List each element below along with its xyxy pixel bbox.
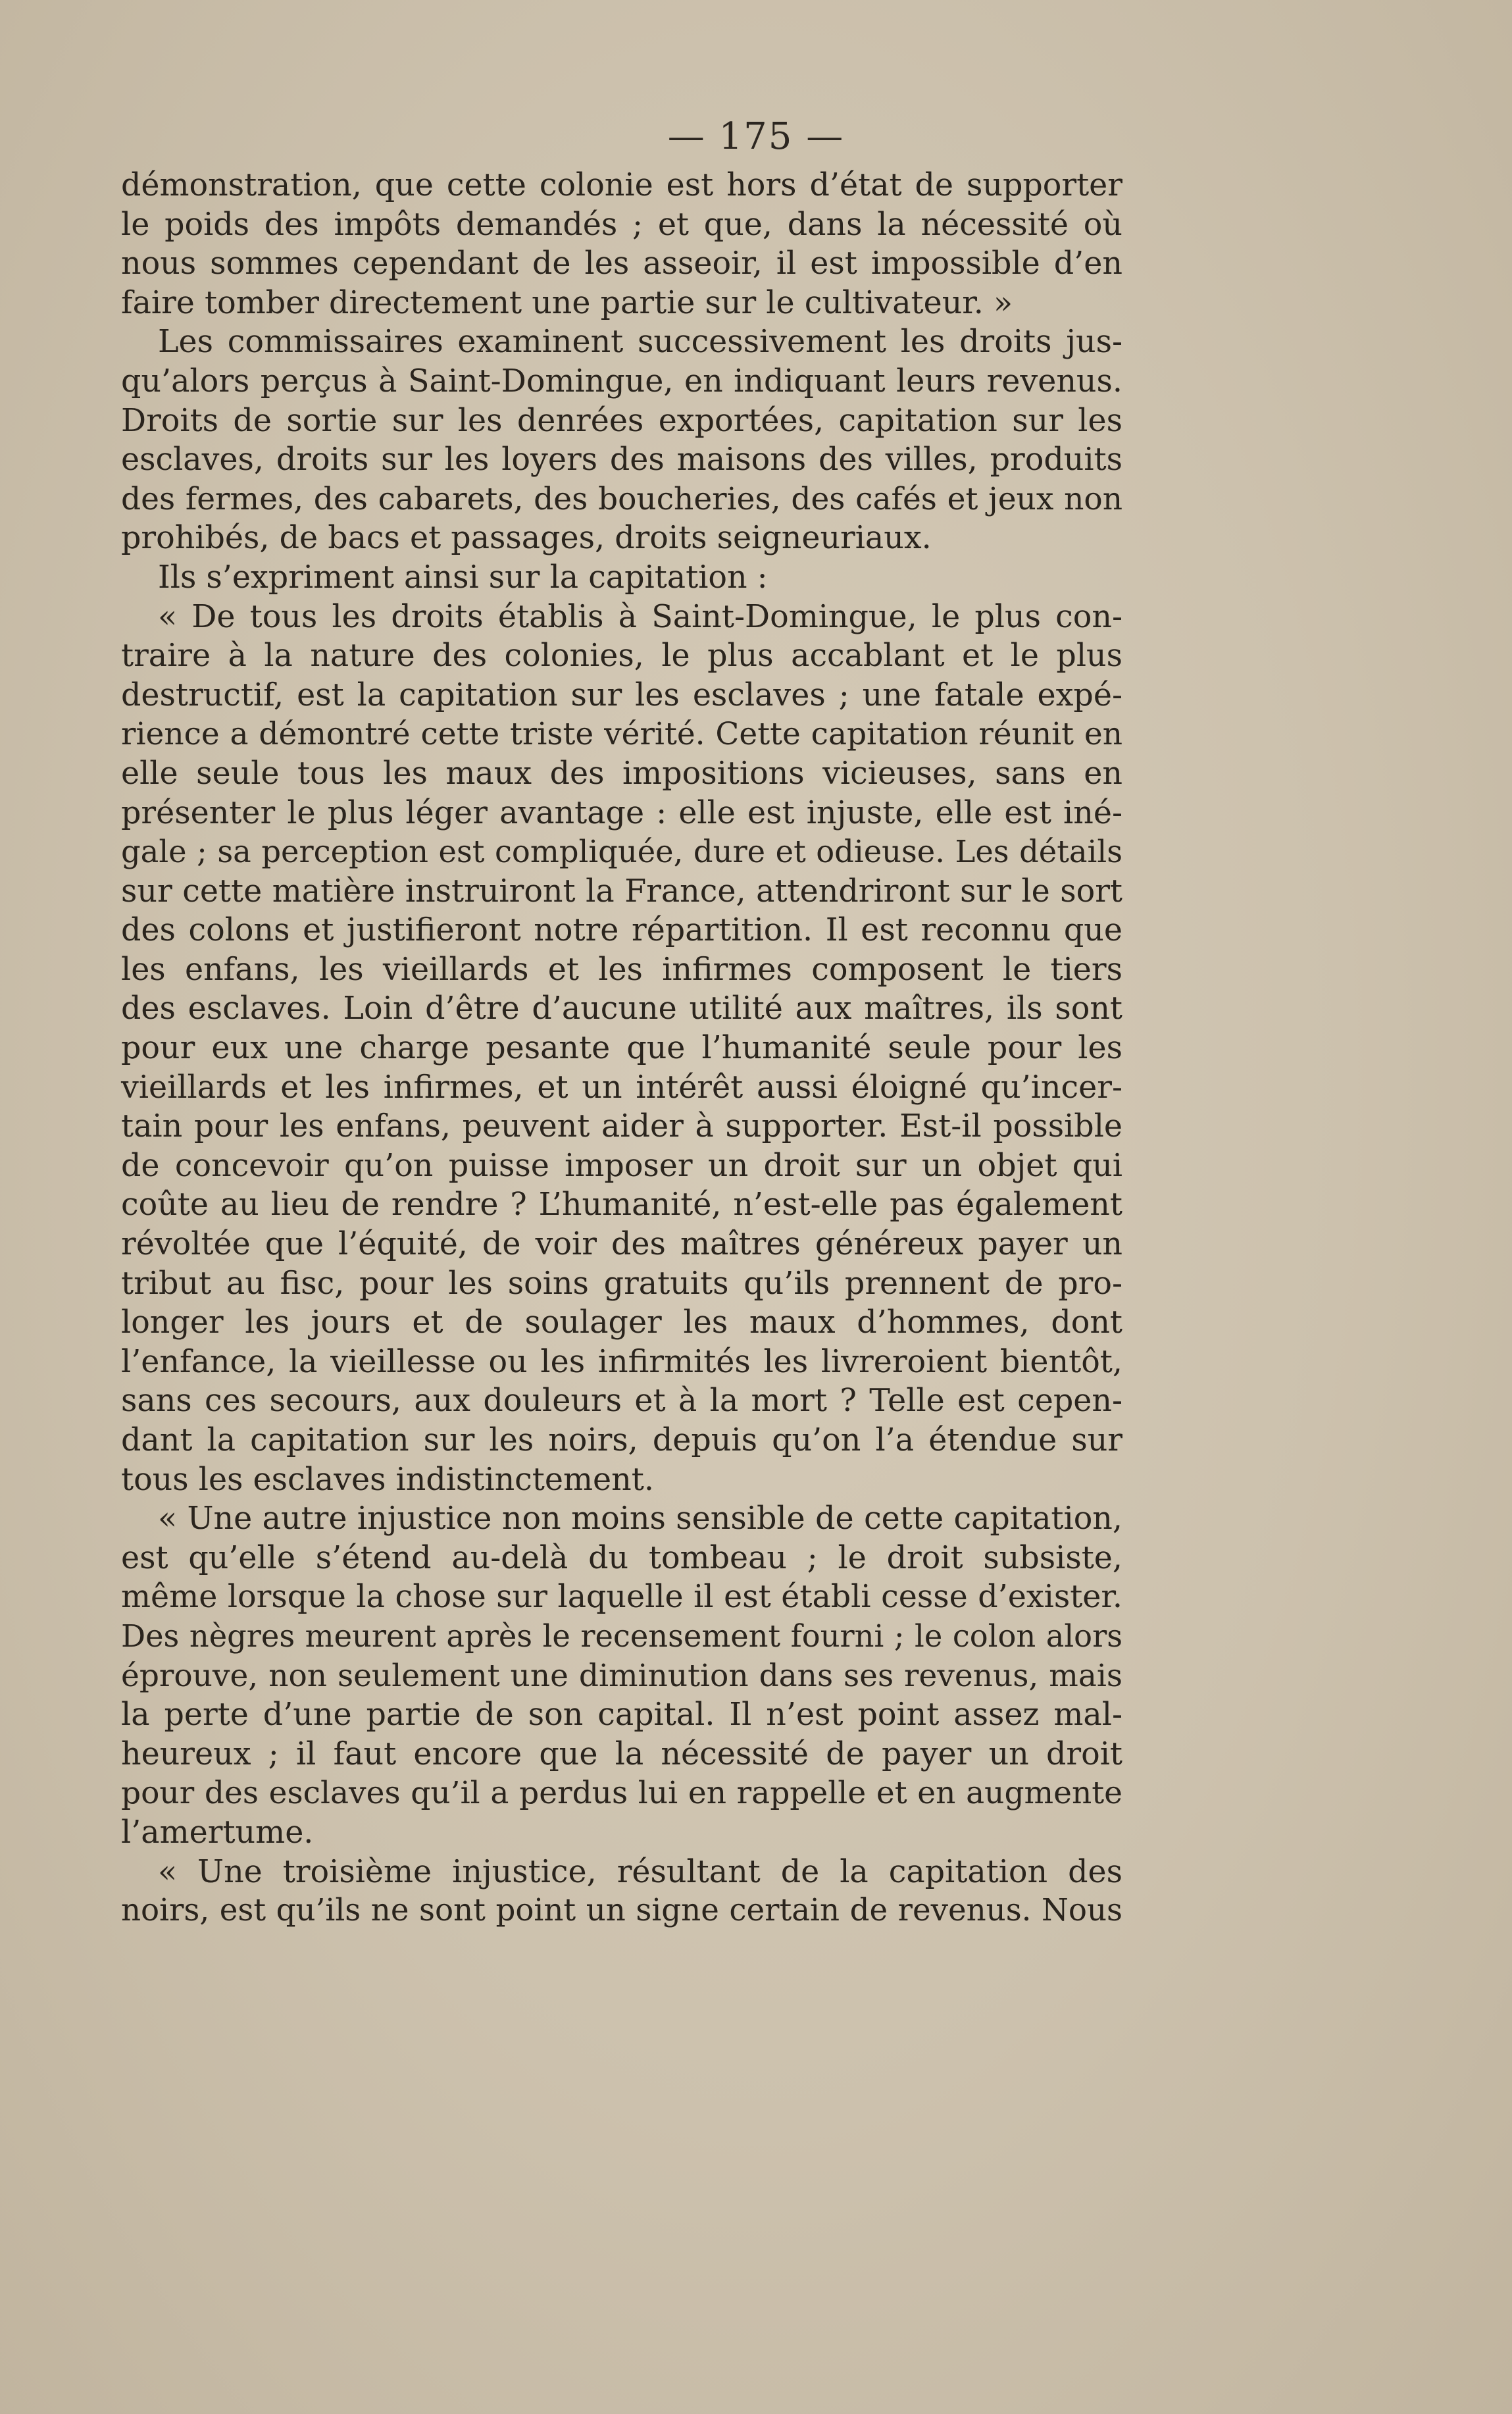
text-line: de concevoir qu’on puisse imposer un droit sur un objet qui xyxy=(121,1147,1122,1184)
text-line: noirs, est qu’ils ne sont point un signe certain de revenus. Nous xyxy=(121,1893,1122,1929)
text-line: des colons et justifieront notre répartition. Il est reconnu que xyxy=(121,912,1122,949)
text-line: dant la capitation sur les noirs, depuis qu’on l’a étendue sur xyxy=(121,1422,1122,1458)
text-line: « Une troisième injustice, résultant de la capitation des xyxy=(158,1853,1122,1890)
text-line: tribut au fisc, pour les soins gratuits qu’ils prennent de pro- xyxy=(121,1265,1122,1302)
text-line: sans ces secours, aux douleurs et à la mort ? Telle est cepen- xyxy=(121,1383,1122,1420)
text-line: Des nègres meurent après le recensement fourni ; le colon alors xyxy=(121,1618,1122,1654)
text-line: pour eux une charge pesante que l’humanité seule pour les xyxy=(121,1030,1122,1067)
text-line: Ils s’expriment ainsi sur la capitation : xyxy=(158,559,768,596)
text-line: « Une autre injustice non moins sensible de cette capitation, xyxy=(158,1501,1122,1537)
text-line: tous les esclaves indistinctement. xyxy=(121,1461,654,1498)
text-line: prohibés, de bacs et passages, droits seigneuriaux. xyxy=(121,520,932,557)
text-line: démonstration, que cette colonie est hors d’état de supporter xyxy=(121,167,1122,203)
text-line: les enfans, les vieillards et les infirmes composent le tiers xyxy=(121,951,1122,988)
text-line: gale ; sa perception est compliquée, dure et odieuse. Les détails xyxy=(121,834,1122,870)
text-line: Les commissaires examinent successivement les droits jus- xyxy=(158,324,1122,361)
text-line: sur cette matière instruiront la France, attendriront sur le sort xyxy=(121,873,1122,910)
text-line: l’amertume. xyxy=(121,1814,314,1851)
text-line: est qu’elle s’étend au-delà du tombeau ; le droit subsiste, xyxy=(121,1539,1122,1576)
text-line: destructif, est la capitation sur les esclaves ; une fatale expé- xyxy=(121,677,1122,713)
text-line: heureux ; il faut encore que la nécessité de payer un droit xyxy=(121,1735,1122,1772)
text-line: Droits de sortie sur les denrées exportées, capitation sur les xyxy=(121,402,1122,439)
text-line: même lorsque la chose sur laquelle il est établi cesse d’exister. xyxy=(121,1579,1122,1616)
text-line: pour des esclaves qu’il a perdus lui en rappelle et en augmente xyxy=(121,1775,1122,1812)
text-line: des esclaves. Loin d’être d’aucune utilité aux maîtres, ils sont xyxy=(121,990,1122,1027)
text-line: la perte d’une partie de son capital. Il n’est point assez mal- xyxy=(121,1697,1122,1733)
text-line: vieillards et les infirmes, et un intérêt aussi éloigné qu’incer- xyxy=(121,1069,1122,1106)
text-line: coûte au lieu de rendre ? L’humanité, n’est-elle pas également xyxy=(121,1187,1122,1223)
text-line: « De tous les droits établis à Saint-Domingue, le plus con- xyxy=(158,598,1122,635)
text-line: elle seule tous les maux des impositions vicieuses, sans en xyxy=(121,755,1122,792)
text-line: éprouve, non seulement une diminution dans ses revenus, mais xyxy=(121,1657,1122,1694)
text-line: traire à la nature des colonies, le plus accablant et le plus xyxy=(121,638,1122,675)
text-line: qu’alors perçus à Saint-Domingue, en indiquant leurs revenus. xyxy=(121,363,1122,399)
text-line: des fermes, des cabarets, des boucheries, des cafés et jeux non xyxy=(121,480,1122,517)
text-line: longer les jours et de soulager les maux d’hommes, dont xyxy=(121,1304,1122,1341)
text-line: faire tomber directement une partie sur le cultivateur. » xyxy=(121,284,1013,321)
page-number: — 175 — xyxy=(667,115,845,158)
text-line: nous sommes cependant de les asseoir, il est impossible d’en xyxy=(121,245,1122,282)
text-line: le poids des impôts demandés ; et que, dans la nécessité où xyxy=(121,206,1122,243)
text-line: révoltée que l’équité, de voir des maîtres généreux payer un xyxy=(121,1226,1122,1263)
text-line: présenter le plus léger avantage : elle est injuste, elle est iné- xyxy=(121,794,1122,831)
text-line: tain pour les enfans, peuvent aider à supporter. Est-il possible xyxy=(121,1108,1122,1145)
text-line: esclaves, droits sur les loyers des maisons des villes, produits xyxy=(121,442,1122,478)
body-text xyxy=(121,166,1122,1931)
text-line: l’enfance, la vieillesse ou les infirmités les livreroient bientôt, xyxy=(121,1343,1122,1380)
text-line: rience a démontré cette triste vérité. Cette capitation réunit en xyxy=(121,716,1122,753)
